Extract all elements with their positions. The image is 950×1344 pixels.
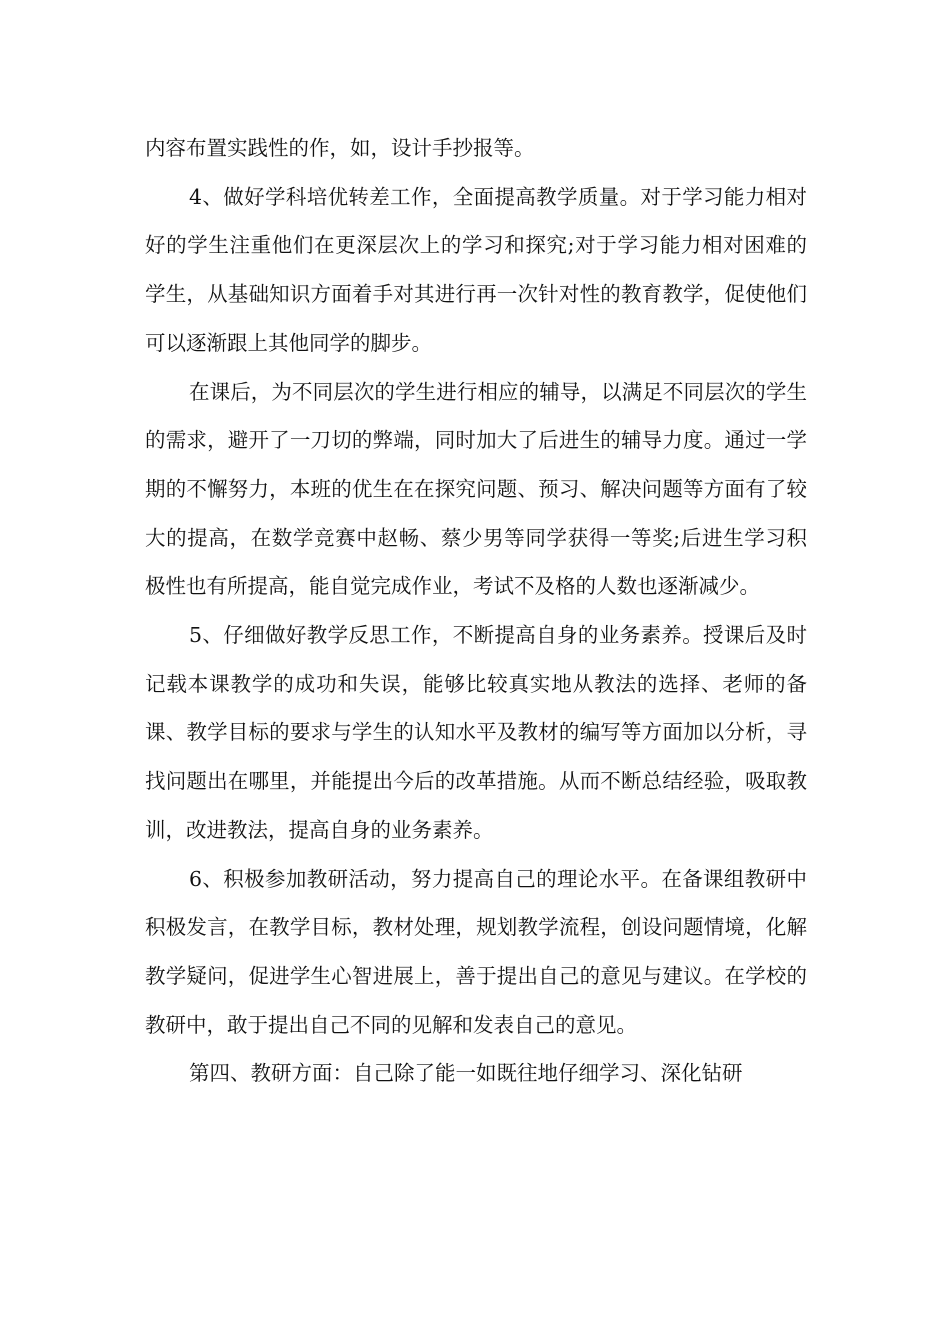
- paragraph-item-4: 4、做好学科培优转差工作，全面提高教学质量。对于学习能力相对好的学生注重他们在更深层次上的学习和探究;对于学习能力相对困难的学生，从基础知识方面着手对其进行再一次针对性的教育教学，促使他们可以逐渐跟上其他同学的脚步。: [145, 184, 807, 355]
- document-body: [145, 124, 807, 1098]
- paragraph-section-four: 第四、教研方面：自己除了能一如既往地仔细学习、深化钻研: [189, 1061, 743, 1086]
- paragraph-item-6: 6、积极参加教研活动，努力提高自己的理论水平。在备课组教研中积极发言，在教学目标，教材处理，规划教学流程，创设问题情境，化解教学疑问，促进学生心智进展上，善于提出自己的意见与建议。在学校的教研中，敢于提出自己不同的见解和发表自己的意见。: [145, 866, 807, 1037]
- paragraph-after-class: 在课后，为不同层次的学生进行相应的辅导，以满足不同层次的学生的需求，避开了一刀切的弊端，同时加大了后进生的辅导力度。通过一学期的不懈努力，本班的优生在在探究问题、预习、解决问题等方面有了较大的提高，在数学竞赛中赵畅、蔡少男等同学获得一等奖;后进生学习积极性也有所提高，能自觉完成作业，考试不及格的人数也逐渐减少。: [145, 379, 807, 599]
- paragraph-item-5: 5、仔细做好教学反思工作，不断提高自身的业务素养。授课后及时记载本课教学的成功和失误，能够比较真实地从教法的选择、老师的备课、教学目标的要求与学生的认知水平及教材的编写等方面加以分析，寻找问题出在哪里，并能提出今后的改革措施。从而不断总结经验，吸取教训，改进教法，提高自身的业务素养。: [145, 623, 807, 842]
- paragraph-continuation: 内容布置实践性的作，如，设计手抄报等。: [145, 136, 535, 160]
